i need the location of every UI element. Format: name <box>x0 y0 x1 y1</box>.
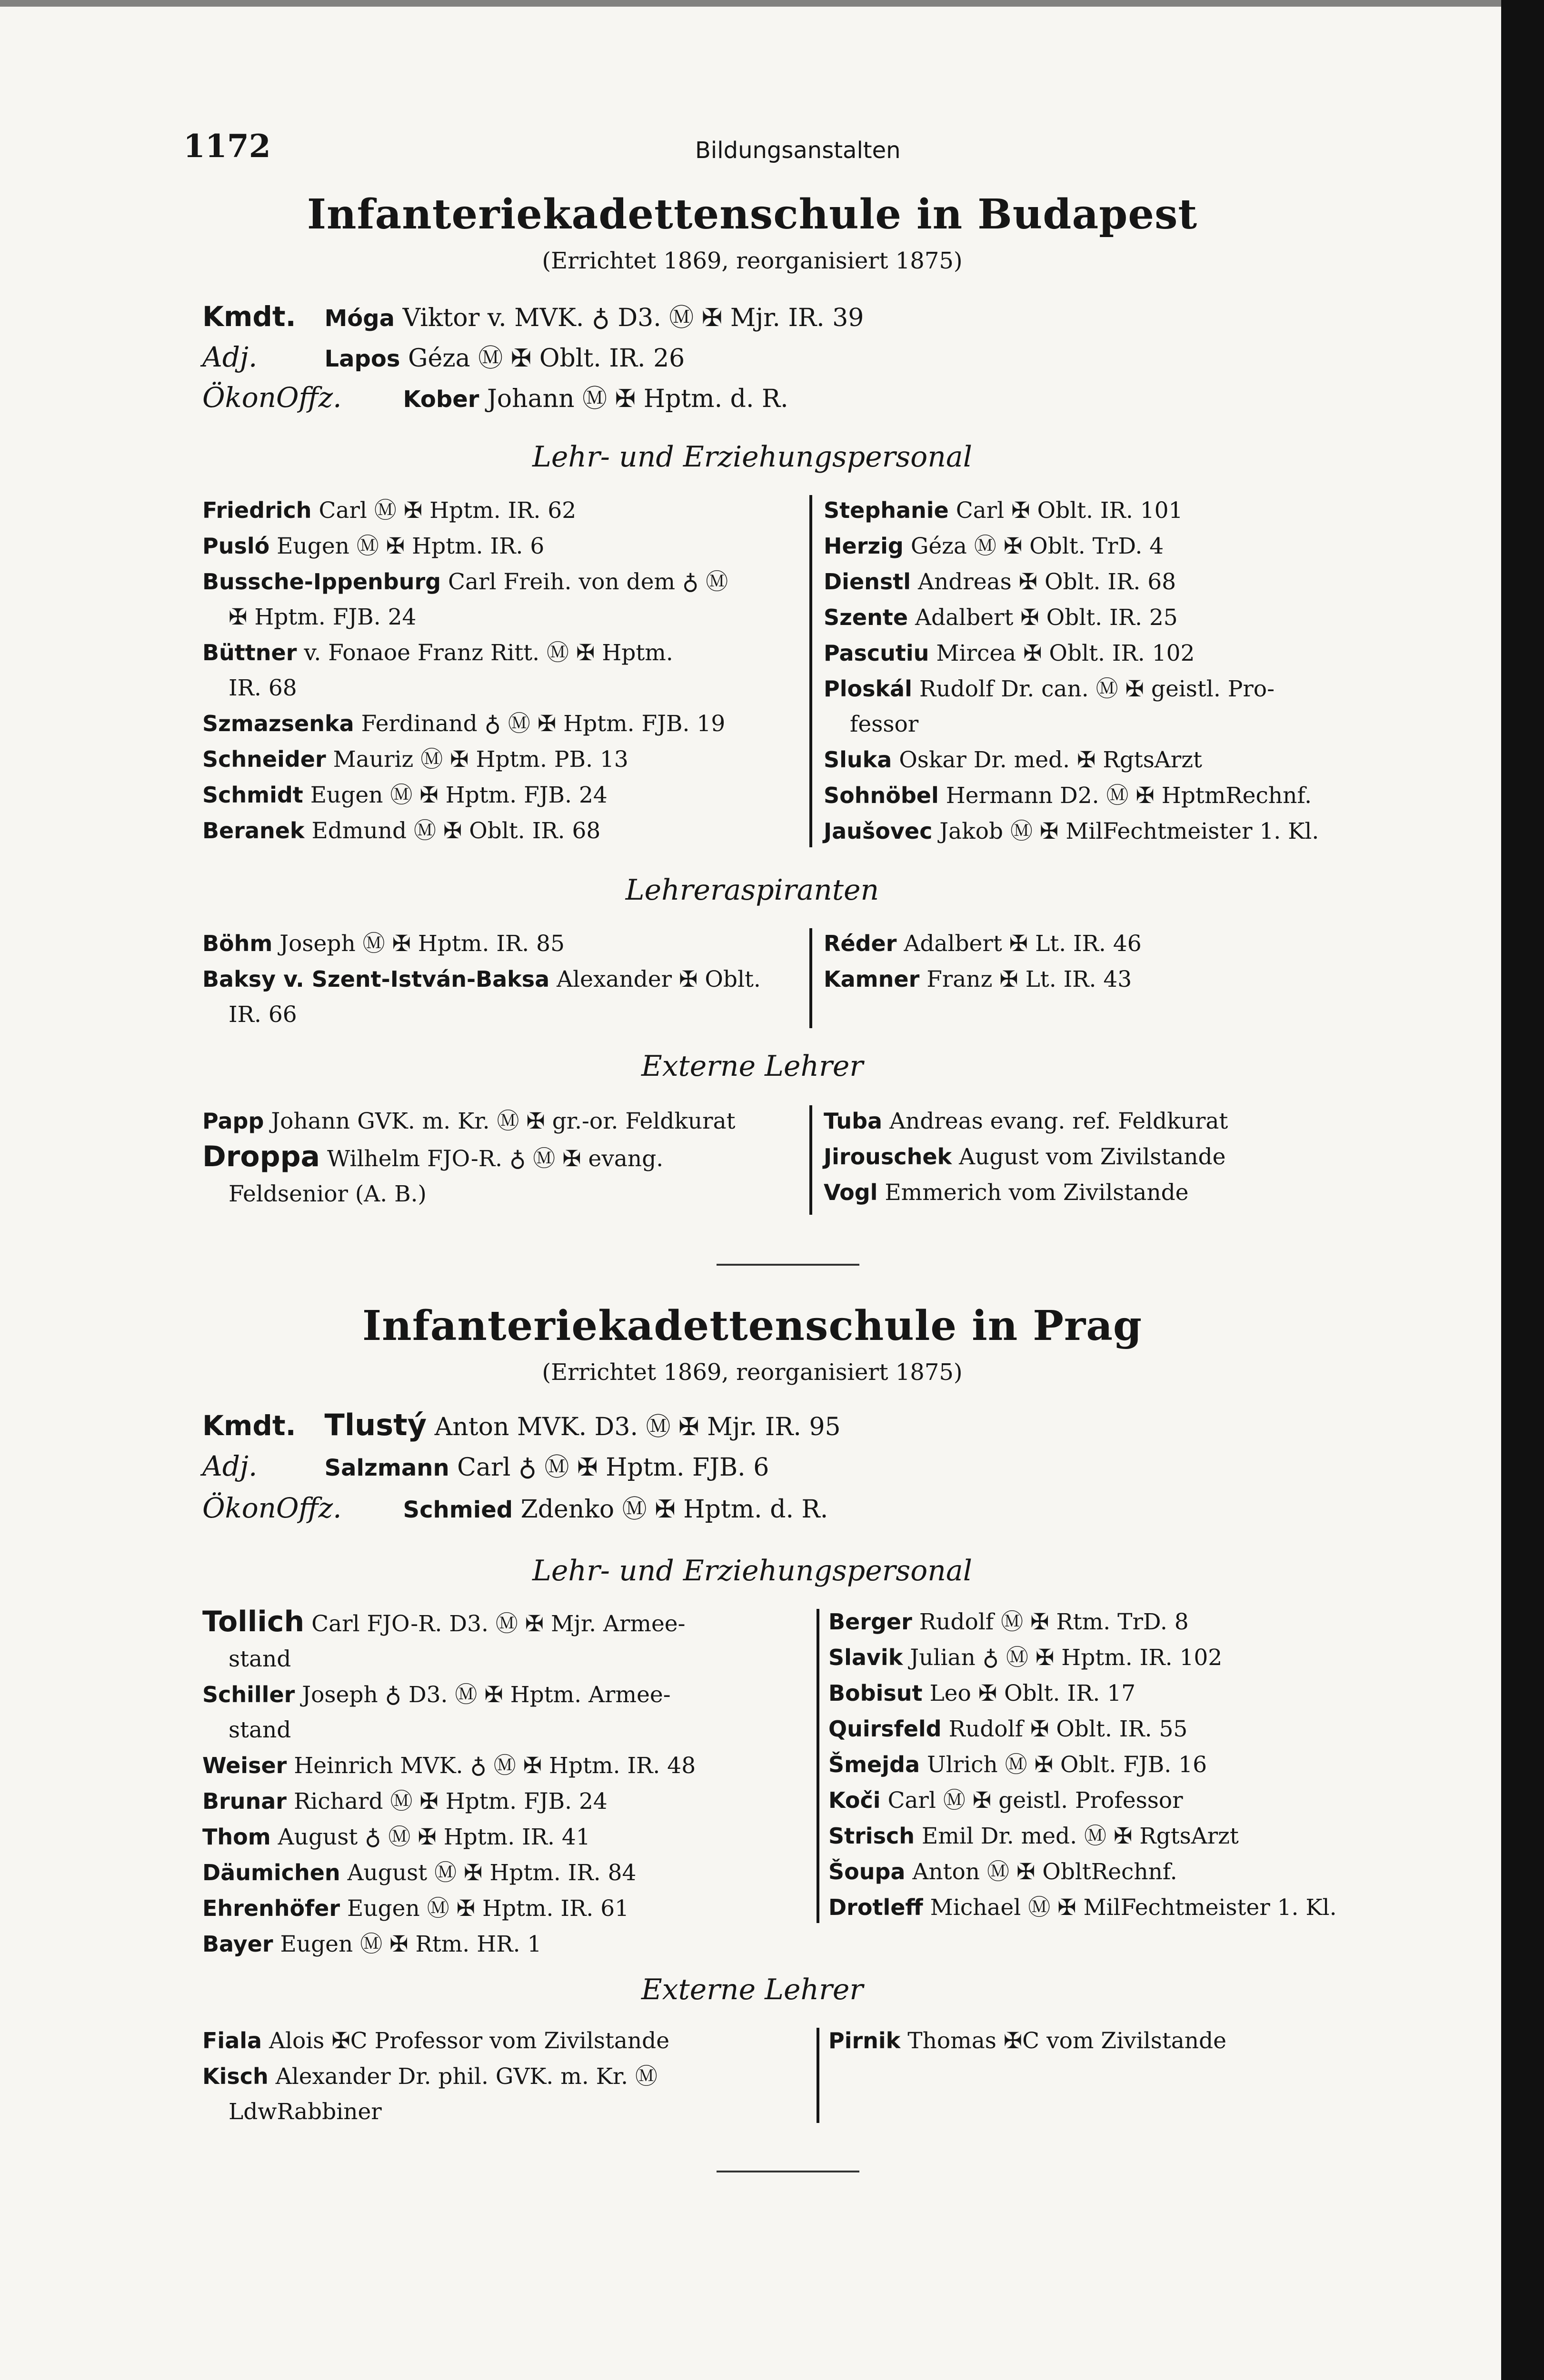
entry <box>828 1711 1337 1747</box>
entry-surname: Pusló <box>202 533 270 559</box>
entry-details: Rudolf Dr. can. Ⓜ ✠ geistl. Pro- <box>919 676 1275 702</box>
entry-surname: Thom <box>202 1824 271 1850</box>
entry-details: August ♁ Ⓜ ✠ Hptm. IR. 41 <box>278 1824 590 1850</box>
okon-name: Schmied <box>403 1497 513 1523</box>
entry-details: Jakob Ⓜ ✠ MilFechtmeister 1. Kl. <box>939 818 1319 844</box>
entry <box>202 635 728 671</box>
entry-details: Mircea ✠ Oblt. IR. 102 <box>936 640 1195 666</box>
entry <box>824 671 1319 707</box>
adj-label: Adj. <box>202 341 258 373</box>
column-divider <box>809 928 812 1028</box>
entry <box>202 1819 696 1855</box>
entry-surname: Šmejda <box>828 1752 920 1777</box>
entry <box>202 2059 669 2094</box>
entry <box>824 813 1319 849</box>
entry-surname: Schmidt <box>202 782 303 808</box>
adj-label: Adj. <box>202 1450 258 1482</box>
entry-details: Eugen Ⓜ ✠ Hptm. IR. 6 <box>277 533 545 559</box>
entry <box>202 1139 736 1177</box>
okon-label: ÖkonOffz. <box>202 1492 342 1524</box>
entry-surname: Schiller <box>202 1682 295 1707</box>
entry-details: Emil Dr. med. Ⓜ ✠ RgtsArzt <box>921 1823 1239 1849</box>
entry-details: Rudolf Ⓜ ✠ Rtm. TrD. 8 <box>919 1609 1189 1635</box>
entry-details: Johann GVK. m. Kr. Ⓜ ✠ gr.-or. Feldkurat <box>271 1108 736 1134</box>
page-number: 1172 <box>183 128 271 165</box>
running-head: Bildungsanstalten <box>695 137 901 164</box>
entry-details: Edmund Ⓜ ✠ Oblt. IR. 68 <box>311 818 601 844</box>
entry <box>828 1890 1337 1925</box>
entry-continuation: ✠ Hptm. FJB. 24 <box>229 604 417 630</box>
prag-adj-line <box>202 1447 769 1483</box>
prag-ext-heading: Externe Lehrer <box>641 1973 864 2006</box>
entry <box>202 926 761 962</box>
entry-details: Alexander ✠ Oblt. <box>557 966 761 992</box>
entry-details: Thomas ✠C vom Zivilstande <box>907 2028 1226 2054</box>
entry-surname: Vogl <box>824 1180 878 1205</box>
entry-surname: Fiala <box>202 2028 262 2053</box>
budapest-asp-right <box>824 926 1142 997</box>
adj-details: Carl ♁ Ⓜ ✠ Hptm. FJB. 6 <box>457 1453 769 1482</box>
prag-ext-left <box>202 2023 669 2130</box>
entry-details: Wilhelm FJO-R. ♁ Ⓜ ✠ evang. <box>327 1146 664 1172</box>
entry <box>828 1818 1337 1854</box>
prag-lehr-right <box>828 1604 1337 1925</box>
entry-surname: Drotleff <box>828 1894 923 1920</box>
entry <box>202 962 761 997</box>
entry <box>202 706 728 742</box>
kmdt-label: Kmdt. <box>202 300 296 333</box>
budapest-lehr-left <box>202 493 728 849</box>
column-divider <box>809 495 812 847</box>
entry-surname: Sohnöbel <box>824 783 939 808</box>
entry <box>824 778 1319 813</box>
prag-lehr-heading: Lehr- und Erziehungspersonal <box>532 1554 972 1587</box>
entry-details: Carl Freih. von dem ♁ Ⓜ <box>448 569 728 595</box>
entry-surname: Kamner <box>824 966 920 992</box>
entry-surname: Droppa <box>202 1140 320 1173</box>
entry-surname: Brunar <box>202 1788 287 1814</box>
entry <box>202 493 728 528</box>
entry-surname: Koči <box>828 1787 881 1813</box>
entry-details: Michael Ⓜ ✠ MilFechtmeister 1. Kl. <box>930 1894 1337 1921</box>
entry <box>202 1855 696 1891</box>
prag-lehr-left <box>202 1604 696 1962</box>
prag-title: Infanteriekadettenschule in Prag <box>362 1302 1143 1350</box>
entry-details: Alois ✠C Professor vom Zivilstande <box>269 2028 670 2054</box>
column-divider <box>817 2028 819 2123</box>
entry-surname: Szmazsenka <box>202 711 354 736</box>
entry-details: Adalbert ✠ Lt. IR. 46 <box>904 931 1142 957</box>
entry-details: Joseph Ⓜ ✠ Hptm. IR. 85 <box>279 931 565 957</box>
entry <box>828 1747 1337 1783</box>
entry <box>824 962 1142 997</box>
entry-details: Ferdinand ♁ Ⓜ ✠ Hptm. FJB. 19 <box>361 711 726 737</box>
entry <box>824 528 1319 564</box>
entry-surname: Ehrenhöfer <box>202 1895 340 1921</box>
column-divider <box>809 1105 812 1215</box>
entry-surname: Slavik <box>828 1645 903 1670</box>
budapest-asp-heading: Lehreraspiranten <box>625 873 879 907</box>
entry <box>202 742 728 777</box>
okon-details: Zdenko Ⓜ ✠ Hptm. d. R. <box>520 1495 828 1524</box>
entry-surname: Pirnik <box>828 2028 901 2053</box>
entry-surname: Jirouschek <box>824 1144 952 1170</box>
entry-surname: Böhm <box>202 931 273 956</box>
entry-details: Hermann D2. Ⓜ ✠ HptmRechnf. <box>946 783 1312 809</box>
entry-details: Carl FJO-R. D3. Ⓜ ✠ Mjr. Armee- <box>311 1611 686 1637</box>
budapest-title: Infanteriekadettenschule in Budapest <box>307 190 1198 238</box>
entry <box>202 2023 669 2059</box>
entry <box>828 1604 1337 1640</box>
entry-details: Rudolf ✠ Oblt. IR. 55 <box>948 1716 1188 1742</box>
entry-details: Eugen Ⓜ ✠ Rtm. HR. 1 <box>280 1931 542 1957</box>
column-divider <box>817 1609 819 1923</box>
entry-surname: Weiser <box>202 1753 287 1778</box>
entry-continuation: LdwRabbiner <box>229 2099 382 2125</box>
entry-details: Leo ✠ Oblt. IR. 17 <box>929 1680 1136 1706</box>
budapest-kmdt-line <box>202 298 864 333</box>
entry-details: Richard Ⓜ ✠ Hptm. FJB. 24 <box>293 1788 608 1815</box>
okon-label: ÖkonOffz. <box>202 381 342 414</box>
adj-details: Géza Ⓜ ✠ Oblt. IR. 26 <box>408 344 685 373</box>
entry-details: Carl Ⓜ ✠ geistl. Professor <box>887 1787 1183 1814</box>
entry-surname: Quirsfeld <box>828 1716 942 1742</box>
entry-surname: Beranek <box>202 818 305 843</box>
entry-surname: Kisch <box>202 2063 269 2089</box>
entry-surname: Pascutiu <box>824 640 929 666</box>
entry <box>202 1926 696 1962</box>
prag-subtitle: (Errichtet 1869, reorganisiert 1875) <box>542 1359 963 1386</box>
entry-surname: Herzig <box>824 533 904 559</box>
entry-surname: Bussche-Ippenburg <box>202 569 441 595</box>
entry <box>202 1891 696 1926</box>
entry <box>202 1677 696 1713</box>
entry-continuation: IR. 66 <box>229 1002 297 1028</box>
entry-continuation: Feldsenior (A. B.) <box>229 1181 427 1207</box>
entry <box>202 1784 696 1819</box>
kmdt-details: Viktor v. MVK. ♁ D3. Ⓜ ✠ Mjr. IR. 39 <box>402 304 864 332</box>
entry <box>202 564 728 600</box>
entry-surname: Däumichen <box>202 1860 340 1885</box>
entry <box>824 1139 1228 1175</box>
entry-details: Franz ✠ Lt. IR. 43 <box>926 966 1132 992</box>
entry <box>202 777 728 813</box>
okon-details: Johann Ⓜ ✠ Hptm. d. R. <box>487 385 788 413</box>
entry-details: August Ⓜ ✠ Hptm. IR. 84 <box>347 1860 637 1886</box>
scan-edge-right <box>1501 0 1544 2380</box>
entry-surname: Tuba <box>824 1108 883 1134</box>
entry-details: Joseph ♁ D3. Ⓜ ✠ Hptm. Armee- <box>302 1682 671 1708</box>
entry <box>824 926 1142 962</box>
entry <box>824 493 1319 528</box>
prag-kmdt-line <box>202 1407 841 1442</box>
entry-surname: Jaušovec <box>824 818 933 844</box>
entry-details: v. Fonaoe Franz Ritt. Ⓜ ✠ Hptm. <box>304 640 673 666</box>
prag-okon-line <box>202 1489 828 1525</box>
budapest-lehr-right <box>824 493 1319 849</box>
kmdt-name: Móga <box>324 305 395 332</box>
budapest-subtitle: (Errichtet 1869, reorganisiert 1875) <box>542 248 963 274</box>
entry <box>202 1103 736 1139</box>
entry-surname: Ploskál <box>824 676 912 702</box>
entry-surname: Réder <box>824 931 897 956</box>
entry <box>824 1103 1228 1139</box>
entry <box>828 2023 1226 2059</box>
entry <box>202 1748 696 1784</box>
budapest-ext-heading: Externe Lehrer <box>641 1050 864 1083</box>
entry <box>824 600 1319 635</box>
entry-details: Eugen Ⓜ ✠ Hptm. IR. 61 <box>347 1895 629 1922</box>
entry-details: Ulrich Ⓜ ✠ Oblt. FJB. 16 <box>926 1752 1207 1778</box>
entry-surname: Stephanie <box>824 497 949 523</box>
entry-details: Julian ♁ Ⓜ ✠ Hptm. IR. 102 <box>910 1645 1223 1671</box>
section-rule <box>717 1264 859 1266</box>
entry <box>202 528 728 564</box>
entry-details: Alexander Dr. phil. GVK. m. Kr. Ⓜ <box>275 2063 658 2090</box>
budapest-ext-left <box>202 1103 736 1212</box>
entry-details: August vom Zivilstande <box>959 1144 1226 1170</box>
adj-name: Lapos <box>324 346 400 372</box>
entry <box>828 1854 1337 1890</box>
entry-surname: Szente <box>824 605 908 630</box>
entry <box>824 564 1319 600</box>
budapest-okon-line <box>202 378 788 414</box>
entry <box>828 1783 1337 1818</box>
entry-surname: Bayer <box>202 1931 273 1957</box>
entry-surname: Strisch <box>828 1823 915 1849</box>
entry-details: Andreas evang. ref. Feldkurat <box>889 1108 1228 1134</box>
entry-surname: Büttner <box>202 640 297 665</box>
entry-continuation: stand <box>229 1717 291 1743</box>
adj-name: Salzmann <box>324 1455 449 1481</box>
entry-surname: Bobisut <box>828 1680 923 1706</box>
entry-details: Heinrich MVK. ♁ Ⓜ ✠ Hptm. IR. 48 <box>294 1753 696 1779</box>
entry-details: Carl ✠ Oblt. IR. 101 <box>956 497 1183 524</box>
entry <box>202 1604 696 1642</box>
entry-surname: Friedrich <box>202 497 312 523</box>
entry-details: Oskar Dr. med. ✠ RgtsArzt <box>899 747 1202 773</box>
entry-details: Mauriz Ⓜ ✠ Hptm. PB. 13 <box>333 746 628 773</box>
entry <box>828 1676 1337 1711</box>
budapest-lehr-heading: Lehr- und Erziehungspersonal <box>532 440 972 474</box>
okon-name: Kober <box>403 386 479 413</box>
entry-surname: Sluka <box>824 747 892 773</box>
entry <box>824 635 1319 671</box>
section-rule <box>717 2171 859 2172</box>
scan-edge-top <box>0 0 1544 7</box>
kmdt-label: Kmdt. <box>202 1409 296 1442</box>
entry-details: Anton Ⓜ ✠ ObltRechnf. <box>912 1859 1177 1885</box>
entry-details: Eugen Ⓜ ✠ Hptm. FJB. 24 <box>310 782 608 808</box>
kmdt-details: Anton MVK. D3. Ⓜ ✠ Mjr. IR. 95 <box>434 1413 841 1441</box>
entry <box>828 1640 1337 1676</box>
entry-surname: Berger <box>828 1609 912 1635</box>
entry-surname: Papp <box>202 1108 264 1134</box>
prag-ext-right <box>828 2023 1226 2059</box>
entry <box>202 813 728 849</box>
entry-continuation: stand <box>229 1646 291 1672</box>
kmdt-name: Tlustý <box>324 1408 427 1442</box>
budapest-ext-right <box>824 1103 1228 1210</box>
entry-surname: Baksy v. Szent-István-Baksa <box>202 966 550 992</box>
entry-details: Andreas ✠ Oblt. IR. 68 <box>918 569 1176 595</box>
budapest-adj-line <box>202 338 685 374</box>
entry-surname: Dienstl <box>824 569 911 595</box>
entry-surname: Schneider <box>202 746 326 772</box>
entry-continuation: fessor <box>850 711 919 737</box>
entry-details: Adalbert ✠ Oblt. IR. 25 <box>915 605 1178 631</box>
entry-continuation: IR. 68 <box>229 675 297 701</box>
entry-details: Carl Ⓜ ✠ Hptm. IR. 62 <box>319 497 577 524</box>
entry <box>824 1175 1228 1210</box>
entry-details: Géza Ⓜ ✠ Oblt. TrD. 4 <box>910 533 1164 559</box>
entry-surname: Šoupa <box>828 1859 906 1884</box>
entry <box>824 742 1319 778</box>
entry-details: Emmerich vom Zivilstande <box>885 1180 1189 1206</box>
budapest-asp-left <box>202 926 761 1032</box>
entry-surname: Tollich <box>202 1605 305 1638</box>
